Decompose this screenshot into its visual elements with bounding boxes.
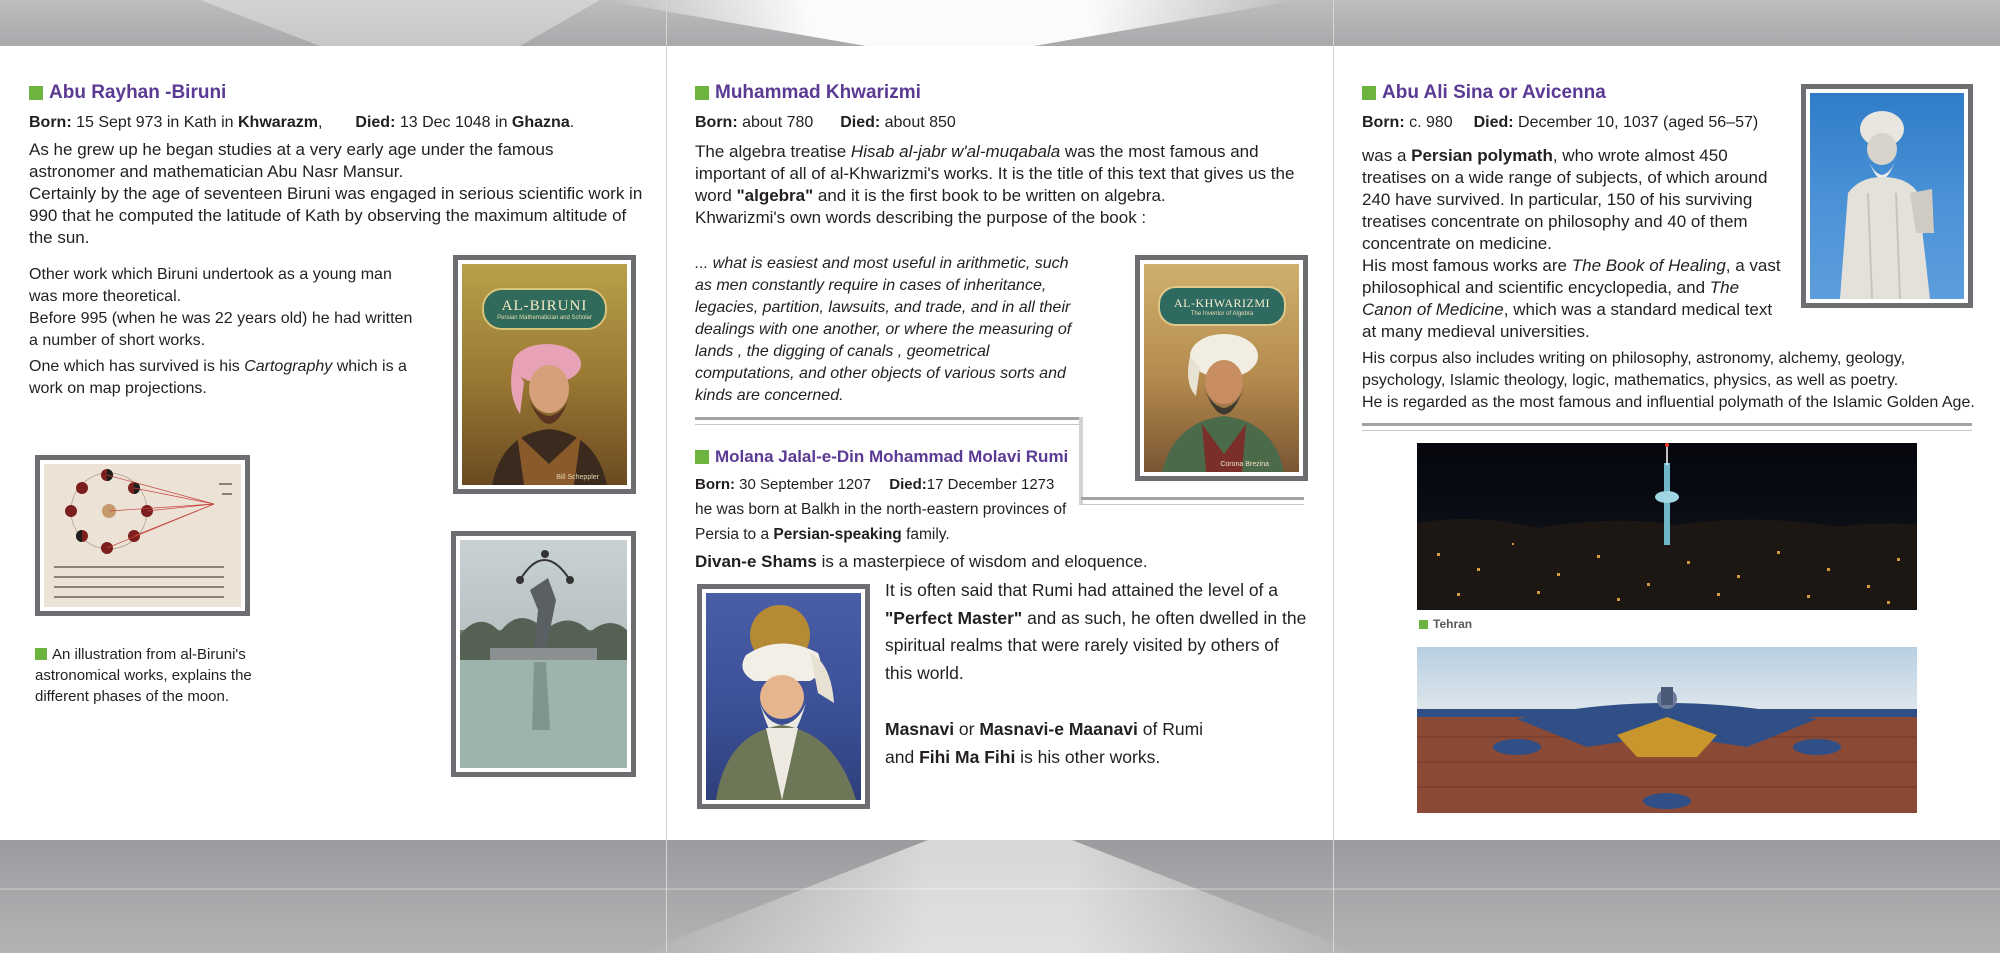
rumi-p1-post: family. (901, 526, 950, 543)
rumi-para2 (695, 551, 1315, 573)
para1-pre: was a (1362, 146, 1412, 165)
avicenna-para3: His corpus also includes writing on philosophy, astronomy, alchemy, geology, psychology, Islamic theology, logic, mathematics, physics, as well as poetry. (1362, 350, 1906, 389)
para5-post: which is a work on map projections. (29, 358, 407, 397)
band-shine (600, 0, 1300, 46)
biruni-para2: Certainly by the age of seventeen Biruni was engaged in serious scientific work in 990 that he computed the latitude of Kath by observing the maximum altitude of the sun. (29, 184, 643, 247)
born-label: Born: (695, 476, 735, 493)
para1-em: Hisab al-jabr w'al-muqabala (850, 142, 1061, 161)
biruni-para1: As he grew up he began studies at a very early age under the famous astronomer and mathematician Abu Nasr Mansur. (29, 140, 554, 181)
avicenna-para1 (1362, 145, 1788, 255)
para5-em: Cartography (244, 358, 333, 375)
born-text: c. 980 (1404, 114, 1453, 131)
para2-mid: , a vast philosophical and scientific encyclopedia, and (1362, 256, 1781, 297)
biruni-works (29, 264, 424, 400)
fihi-ma-fihi: Fihi Ma Fihi (919, 746, 1016, 767)
biruni-para5 (29, 356, 424, 400)
rumi-title: Molana Jalal-e-Din Mohammad Molavi Rumi (715, 447, 1069, 466)
rumi-side-rule (1079, 417, 1083, 505)
biruni-para4: Before 995 (when he was 22 years old) he had written a number of short works. (29, 310, 413, 349)
top-decorative-band (0, 0, 2000, 46)
panel-divider (666, 0, 667, 953)
green-bullet-icon (695, 86, 709, 100)
rumi-para1 (695, 497, 1067, 547)
rumi-p4-post: is his other works. (1015, 746, 1161, 767)
rumi-p1-pre: he was born at Balkh in the north-eastern provinces of Persia to a (695, 501, 1067, 543)
green-bullet-icon (35, 648, 47, 660)
rumi-p4-line1 (885, 716, 1310, 744)
faravahar-photo (1417, 647, 1917, 813)
tehran-photo (1417, 443, 1917, 610)
died-text: about 850 (880, 114, 956, 131)
statue-icon (460, 540, 627, 768)
para1-mid: was the most famous and important of all of al-Khwarizmi's works. It is the title of this text that gives us the word (695, 142, 1295, 205)
para5-pre: One which has survived is his (29, 358, 245, 375)
khwarizmi-portrait-icon (1144, 264, 1299, 472)
para2-pre: His most famous works are (1362, 256, 1572, 275)
book-title: AL-BIRUNI (501, 297, 588, 314)
moon-caption-text: An illustration from al-Biruni's astronomical works, explains the different phases of the moon. (35, 646, 252, 705)
rumi-bottom-rule (1081, 497, 1304, 505)
khwarizmi-para1 (695, 141, 1315, 207)
masnavi: Masnavi (885, 719, 955, 739)
rumi-dates (695, 474, 1054, 496)
book-subtitle: Persian Mathematician and Scholar (497, 314, 592, 321)
green-bullet-icon (1419, 620, 1428, 629)
para1-post: and it is the first book to be written on algebra. (813, 186, 1166, 205)
green-bullet-icon (695, 450, 709, 464)
book-subtitle: The Inventor of Algebra (1190, 310, 1254, 317)
avicenna-heading (1362, 82, 1606, 104)
biruni-intro (29, 139, 644, 249)
moon-phases-manuscript (35, 455, 250, 616)
book-of-healing: The Book of Healing (1571, 256, 1726, 275)
died-label: Died: (355, 114, 396, 131)
word-and: and (885, 746, 920, 767)
book-title: AL-KHWARIZMI (1174, 295, 1270, 310)
avicenna-statue-photo (1801, 84, 1973, 308)
biruni-dates (29, 112, 574, 134)
tehran-caption-text: Tehran (1433, 617, 1473, 631)
biruni-title: Abu Rayhan -Biruni (49, 82, 227, 103)
rumi-p2-bold: Divan-e Shams (695, 552, 817, 571)
word-or: or (954, 719, 980, 739)
band-shine (640, 840, 1360, 953)
word-of-rumi: of Rumi (1137, 719, 1204, 739)
avicenna-rule (1362, 423, 1972, 431)
para1-bold: "algebra" (736, 186, 814, 205)
avicenna-statue-icon (1810, 93, 1964, 299)
died-text: 13 Dec 1048 in (395, 114, 512, 131)
died-text: December 10, 1037 (aged 56–57) (1513, 114, 1759, 131)
born-text: 30 September 1207 (739, 476, 871, 493)
khwarizmi-intro (695, 141, 1315, 229)
died-suffix: . (569, 114, 575, 131)
biruni-book-cover (453, 255, 636, 494)
rumi-p1-bold: Persian-speaking (773, 526, 902, 543)
band-shine (200, 0, 600, 46)
masnavi-e-maanavi: Masnavi-e Maanavi (979, 719, 1138, 739)
rumi-p3-post: and as such, he often dwelled in the spiritual realms that were rarely visited by others of this world. (885, 607, 1307, 683)
book-author: Corona Brezina (1220, 461, 1269, 468)
avicenna-title: Abu Ali Sina or Avicenna (1382, 82, 1606, 103)
rumi-top-rule (695, 417, 1081, 425)
born-label: Born: (1362, 114, 1405, 131)
khwarizmi-title: Muhammad Khwarizmi (715, 82, 921, 103)
rumi-para3 (885, 577, 1310, 687)
died-text: 17 December 1273 (926, 476, 1055, 493)
canon-of-medicine: The Canon of Medicine (1362, 278, 1740, 319)
avicenna-para2 (1362, 255, 1788, 343)
panel-divider (1333, 0, 1334, 953)
para1-post: , who wrote almost 450 treatises on a wide range of subjects, of which around 240 have survived. In particular, 150 of his surviving treatises concentrate on philosophy and 40 of them concentrate on medicine. (1362, 146, 1768, 253)
avicenna-corpus (1362, 348, 1977, 414)
born-label: Born: (29, 114, 72, 131)
rumi-heading (695, 447, 1068, 467)
khwarizmi-heading (695, 82, 921, 104)
died-label: Died: (889, 476, 927, 493)
rumi-para4 (885, 716, 1310, 771)
khwarizmi-para2: Khwarizmi's own words describing the purpose of the book : (695, 208, 1147, 227)
biruni-portrait-icon (462, 264, 627, 485)
born-label: Born: (695, 114, 738, 131)
moon-caption (35, 644, 265, 707)
khwarizmi-book-cover (1135, 255, 1308, 481)
tehran-caption (1419, 617, 1472, 631)
faravahar-icon (1417, 647, 1917, 813)
died-label: Died: (840, 114, 881, 131)
rumi-portrait-icon (706, 593, 861, 800)
rumi-p4-line2 (885, 744, 1310, 772)
book-author: Bill Scheppler (556, 474, 599, 481)
para2-post: , which was a standard medical text at many medieval universities. (1362, 300, 1773, 341)
born-place: Khwarazm (238, 114, 319, 131)
born-text: 15 Sept 973 in Kath in (71, 114, 238, 131)
para1-bold: Persian polymath (1411, 146, 1553, 165)
khwarizmi-dates (695, 112, 956, 134)
separator: , (318, 114, 323, 131)
rumi-p3-bold: "Perfect Master" (885, 607, 1023, 628)
biruni-heading (29, 82, 226, 104)
avicenna-para4: He is regarded as the most famous and influential polymath of the Islamic Golden Age. (1362, 394, 1975, 411)
green-bullet-icon (1362, 86, 1376, 100)
biruni-statue-photo (451, 531, 636, 777)
born-text: about 780 (737, 114, 814, 131)
died-label: Died: (1473, 114, 1514, 131)
tehran-skyline-icon (1417, 443, 1917, 610)
band-stripe (0, 888, 2000, 890)
rumi-portrait (697, 584, 870, 809)
biruni-para3: Other work which Biruni undertook as a young man was more theoretical. (29, 266, 392, 305)
khwarizmi-quote: ... what is easiest and most useful in arithmetic, such as men constantly require in cases of inheritance, legacies, partition, lawsuits, and trade, and in all their dealings with one another, or where the measuring of lands , the digging of canals , geometrical computations, and other objects of various sorts and kinds are concerned. (695, 255, 1072, 404)
rumi-p3-pre: It is often said that Rumi had attained the level of a (885, 580, 1279, 600)
died-place: Ghazna (511, 114, 570, 131)
avicenna-dates (1362, 112, 1758, 134)
green-bullet-icon (29, 86, 43, 100)
bottom-decorative-band (0, 840, 2000, 953)
para1-pre: The algebra treatise (695, 142, 851, 161)
rumi-p2-post: is a masterpiece of wisdom and eloquence. (816, 552, 1148, 571)
moon-diagram-icon (44, 464, 241, 607)
